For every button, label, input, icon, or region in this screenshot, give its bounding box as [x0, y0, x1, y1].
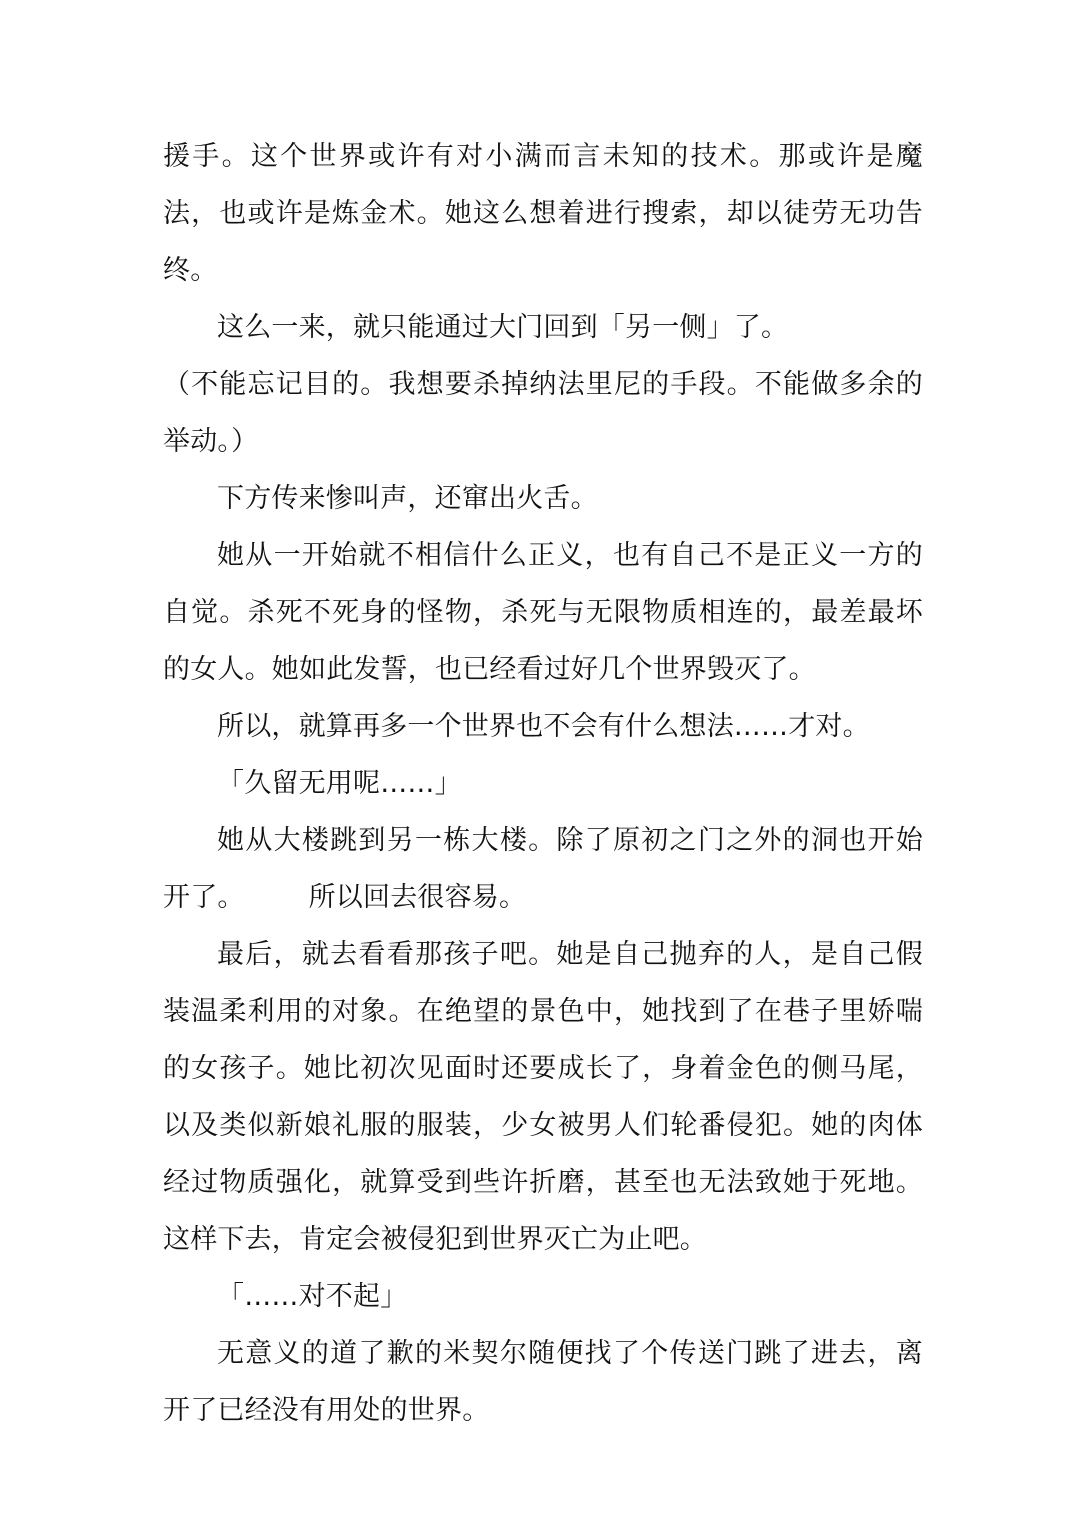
- paragraph-9: 最后，就去看看那孩子吧。她是自己抛弃的人，是自己假装温柔利用的对象。在绝望的景色中，她找到了在巷子里娇喘的女孩子。她比初次见面时还要成长了，身着金色的侧马尾，以及类似新娘礼服的服装，少女被男人们轮番侵犯。她的肉体经过物质强化，就算受到些许折磨，甚至也无法致她于死地。这样下去，肯定会被侵犯到世界灭亡为止吧。: [163, 939, 923, 1255]
- paragraph-6: 所以，就算再多一个世界也不会有什么想法……才对。: [217, 711, 870, 742]
- paragraph-8: [163, 812, 923, 926]
- paragraph-11: 无意义的道了歉的米契尔随便找了个传送门跳了进去，离开了已经没有用处的世界。: [163, 1338, 923, 1426]
- paragraph-3: （不能忘记目的。我想要杀掉纳法里尼的手段。不能做多余的举动。）: [163, 369, 923, 457]
- paragraph-8-part-b: 所以回去很容易。: [308, 882, 527, 913]
- paragraph-8-part-a: 她从大楼跳到另一栋大楼。除了原初之门之外的洞也开始开了。: [163, 825, 923, 913]
- paragraph-1: 援手。这个世界或许有对小满而言未知的技术。那或许是魔法，也或许是炼金术。她这么想着进行搜索，却以徒劳无功告终。: [163, 141, 923, 286]
- paragraph-5: 她从一开始就不相信什么正义，也有自己不是正义一方的自觉。杀死不死身的怪物，杀死与无限物质相连的，最差最坏的女人。她如此发誓，也已经看过好几个世界毁灭了。: [163, 540, 923, 685]
- paragraph-7: 「久留无用呢……」: [217, 768, 462, 799]
- paragraph-2: 这么一来，就只能通过大门回到「另一侧」了。: [217, 312, 789, 343]
- paragraph-10: 「……对不起」: [217, 1281, 408, 1312]
- paragraph-4: 下方传来惨叫声，还窜出火舌。: [217, 483, 598, 514]
- body-text: [163, 128, 923, 1439]
